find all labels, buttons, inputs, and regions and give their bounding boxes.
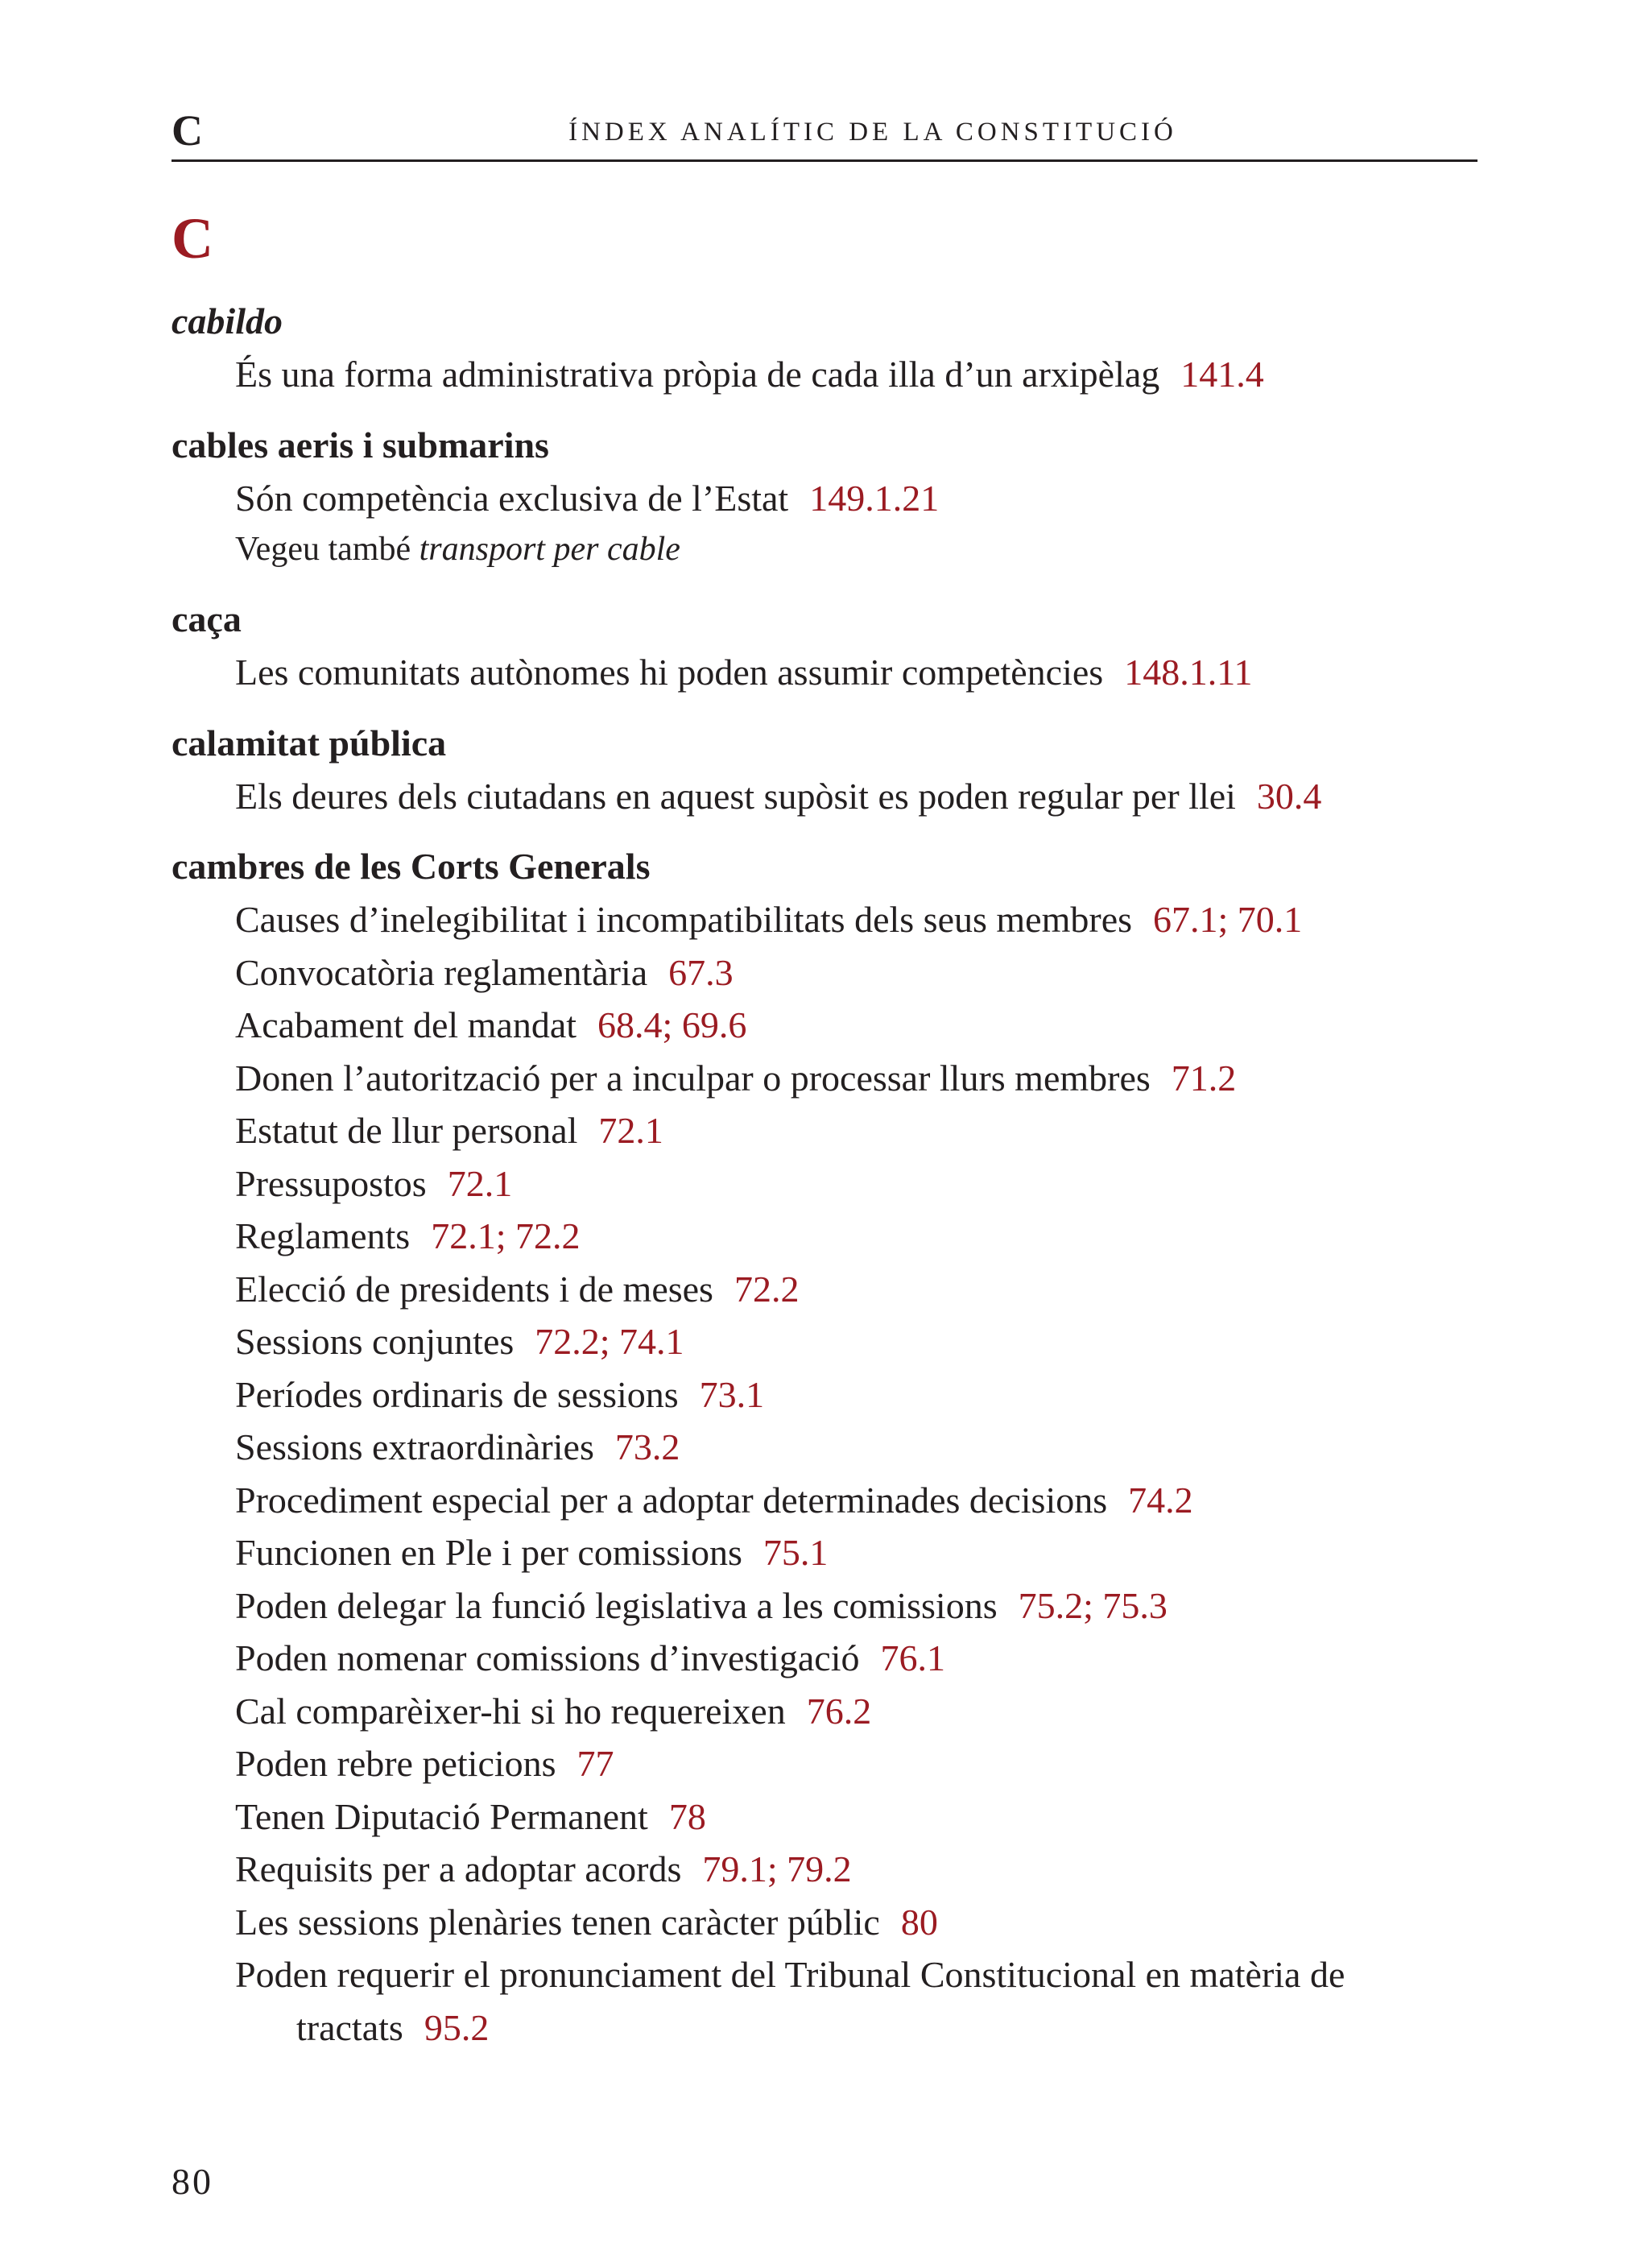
index-subentry: [172, 1315, 1500, 1368]
subentry-text: Sessions extraordinàries: [235, 1426, 594, 1467]
index-subentry: [172, 1948, 1440, 2054]
index-subentry: [172, 1263, 1500, 1316]
article-reference: 71.2: [1171, 1057, 1237, 1099]
subentry-text: És una forma administrativa pròpia de cada illa d’un arxipèlag: [235, 354, 1160, 395]
article-reference: 72.1: [447, 1162, 513, 1204]
subentry-text: Acabament del mandat: [235, 1004, 577, 1045]
index-subentry: [172, 646, 1500, 699]
index-subentry: [172, 1843, 1500, 1896]
index-subentry: [172, 1104, 1500, 1157]
article-reference: 149.1.21: [809, 477, 940, 519]
index-subentry: [172, 1210, 1500, 1263]
article-reference: 74.2: [1128, 1479, 1193, 1521]
index-subentry: [172, 1368, 1500, 1422]
subentry-text: Les sessions plenàries tenen caràcter públic: [235, 1901, 880, 1943]
subentry-text: Els deures dels ciutadans en aquest supòsit es poden regular per llei: [235, 775, 1236, 817]
index-subentry: [172, 348, 1500, 401]
index-subentry: [172, 770, 1440, 823]
see-also-prefix: Vegeu també: [235, 531, 411, 568]
subentry-text: Poden requerir el pronunciament del Tribunal Constitucional en matèria de tractats: [235, 1954, 1345, 2048]
index-subentry: [172, 893, 1500, 946]
index-subentry: [172, 1157, 1500, 1211]
subentry-text: Requisits per a adoptar acords: [235, 1848, 682, 1889]
index-body: [172, 295, 1500, 2054]
index-entry-cables: [172, 419, 1500, 576]
article-reference: 78: [668, 1795, 706, 1837]
subentry-text: Poden delegar la funció legislativa a les comissions: [235, 1584, 998, 1626]
subentry-text: Funcionen en Ple i per comissions: [235, 1532, 742, 1573]
article-reference: 73.2: [614, 1426, 680, 1467]
article-reference: 72.1: [598, 1110, 663, 1151]
index-subentry: [172, 1790, 1500, 1844]
subentry-text: Períodes ordinaris de sessions: [235, 1373, 679, 1415]
index-subentry: [172, 946, 1500, 999]
subentry-text: Pressupostos: [235, 1162, 427, 1204]
subentry-text: Reglaments: [235, 1215, 411, 1256]
running-header-letter: C: [172, 106, 203, 155]
article-reference: 67.3: [668, 951, 734, 993]
article-reference: 75.1: [763, 1532, 829, 1573]
subentry-text: Sessions conjuntes: [235, 1321, 515, 1362]
index-subentry: [172, 1685, 1500, 1738]
subentry-text: Causes d’inelegibilitat i incompatibilitats dels seus membres: [235, 899, 1133, 940]
index-subentry: [172, 999, 1500, 1052]
index-subentry: [172, 1421, 1500, 1474]
running-header-title: ÍNDEX ANALÍTIC DE LA CONSTITUCIÓ: [568, 118, 1177, 147]
subentry-text: Tenen Diputació Permanent: [235, 1795, 648, 1837]
subentry-text: Donen l’autorització per a inculpar o processar llurs membres: [235, 1057, 1151, 1099]
article-reference: 73.1: [699, 1373, 765, 1415]
index-subentry: [172, 1579, 1500, 1633]
index-subentry: [172, 1632, 1500, 1685]
running-header: [172, 106, 1477, 162]
article-reference: 72.2; 74.1: [535, 1321, 684, 1362]
article-reference: 76.1: [880, 1637, 945, 1678]
article-reference: 75.2; 75.3: [1018, 1584, 1168, 1626]
index-subentry: [172, 1737, 1500, 1790]
article-reference: 95.2: [424, 2006, 490, 2048]
index-subentry: [172, 1526, 1500, 1579]
article-reference: 72.2: [734, 1268, 800, 1310]
article-reference: 148.1.11: [1124, 652, 1253, 693]
subentry-text: Poden rebre peticions: [235, 1743, 556, 1784]
index-subentry: [172, 472, 1500, 525]
article-reference: 68.4; 69.6: [597, 1004, 747, 1045]
index-term: cables aeris i submarins: [172, 424, 549, 466]
subentry-text: Poden nomenar comissions d’investigació: [235, 1637, 860, 1678]
index-term: cambres de les Corts Generals: [172, 846, 651, 887]
index-entry-caca: [172, 593, 1500, 699]
section-letter: C: [172, 206, 213, 271]
subentry-text: Procediment especial per a adoptar determinades decisions: [235, 1479, 1108, 1521]
page-number: 80: [172, 2161, 213, 2202]
article-reference: 76.2: [806, 1690, 872, 1732]
subentry-text: Les comunitats autònomes hi poden assumir competències: [235, 652, 1104, 693]
index-term: caça: [172, 598, 242, 639]
subentry-text: Són competència exclusiva de l’Estat: [235, 477, 789, 519]
subentry-text: Cal comparèixer-hi si ho requereixen: [235, 1690, 786, 1732]
see-also-target: transport per cable: [419, 531, 680, 568]
article-reference: 77: [577, 1743, 614, 1784]
index-entry-calamitat: [172, 717, 1500, 823]
article-reference: 67.1; 70.1: [1153, 899, 1303, 940]
article-reference: 80: [900, 1901, 938, 1943]
article-reference: 141.4: [1180, 354, 1264, 395]
index-entry-cabildo: [172, 295, 1500, 401]
article-reference: 79.1; 79.2: [702, 1848, 852, 1889]
subentry-text: Convocatòria reglamentària: [235, 951, 648, 993]
index-entry-cambres: [172, 840, 1500, 2054]
index-subentry: [172, 1896, 1500, 1949]
index-subentry: [172, 1474, 1500, 1527]
article-reference: 30.4: [1256, 775, 1322, 817]
see-also-reference: [172, 524, 1500, 575]
subentry-text: Elecció de presidents i de meses: [235, 1268, 713, 1310]
index-subentry: [172, 1052, 1500, 1105]
index-term: calamitat pública: [172, 722, 447, 764]
index-term: cabildo: [172, 300, 283, 341]
article-reference: 72.1; 72.2: [431, 1215, 581, 1256]
subentry-text: Estatut de llur personal: [235, 1110, 578, 1151]
